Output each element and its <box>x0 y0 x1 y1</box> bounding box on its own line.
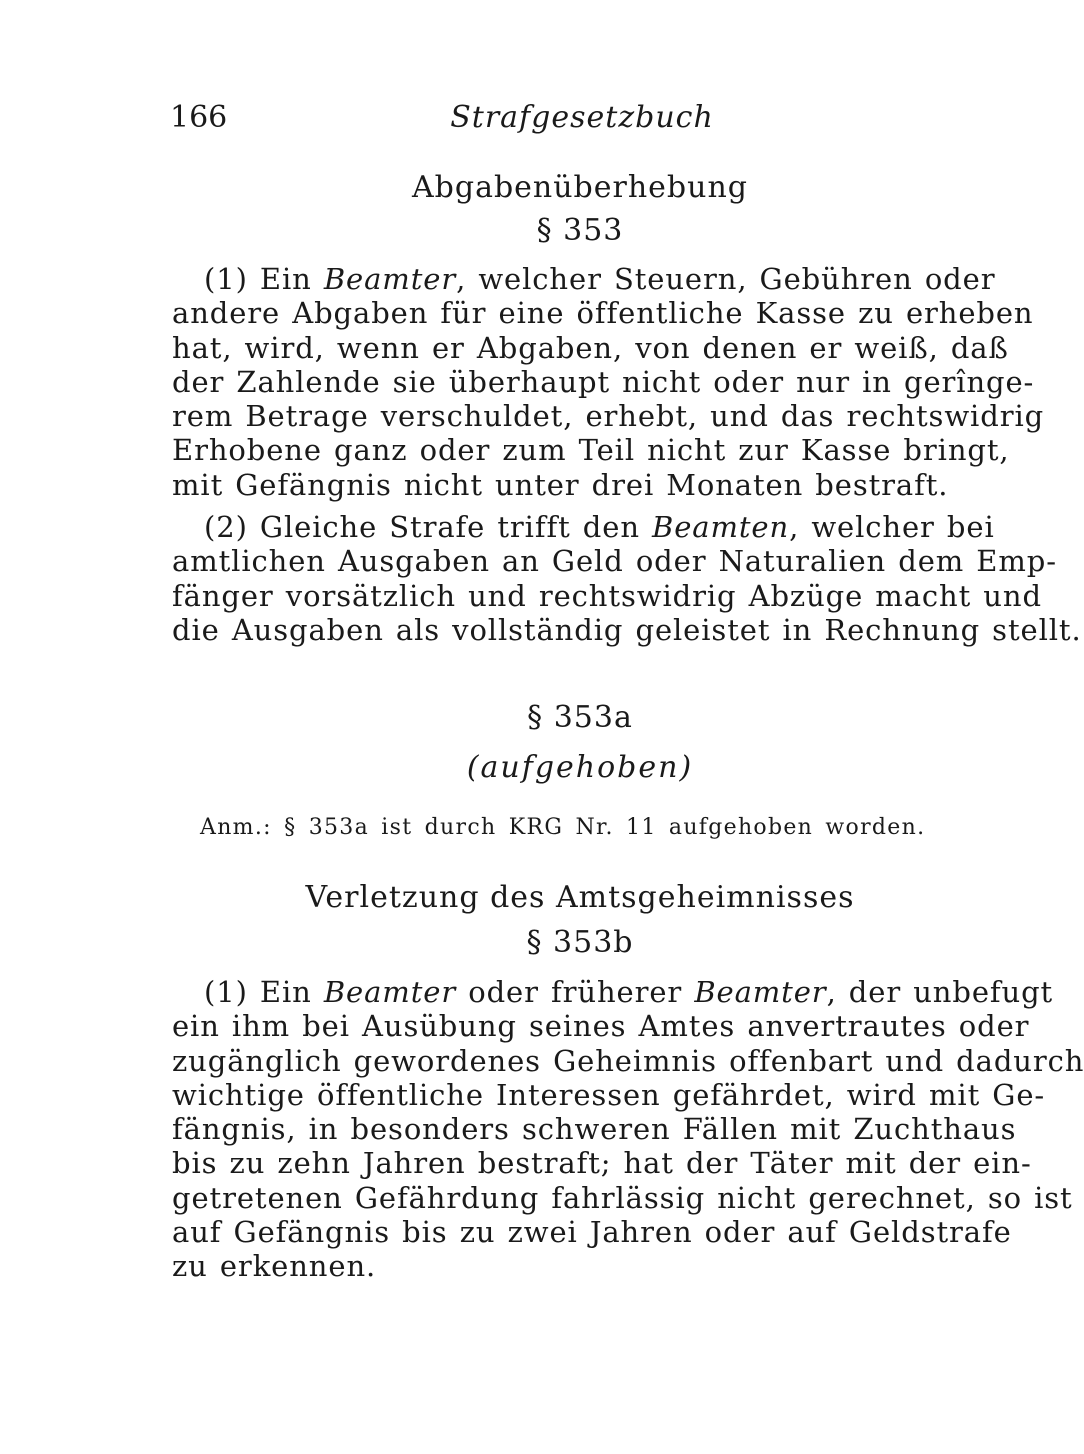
text-line: Erhobene ganz oder zum Teil nicht zur Kasse bringt, <box>172 433 1010 468</box>
text-line: (1) Ein Beamter, welcher Steuern, Gebühren oder <box>204 262 996 296</box>
running-title: Strafgesetzbuch <box>450 100 714 135</box>
emphasis: Beamten <box>652 510 790 544</box>
text-line: ein ihm bei Ausübung seines Amtes anvertrautes oder <box>172 1009 1030 1044</box>
emphasis: Beamter <box>323 262 457 296</box>
text-line: die Ausgaben als vollständig geleistet in Rechnung stellt. <box>172 612 1082 647</box>
text-line: andere Abgaben für eine öffentliche Kasse zu erheben <box>172 296 1034 331</box>
text-line: fängnis, in besonders schweren Fällen mit Zuchthaus <box>172 1112 1017 1147</box>
text-line: zugänglich gewordenes Geheimnis offenbart und dadurch <box>172 1043 1084 1078</box>
text-line: wichtige öffentliche Interessen gefährdet, wird mit Ge- <box>172 1077 1046 1112</box>
text-line: (1) Ein Beamter oder früherer Beamter, der unbefugt <box>204 975 1054 1009</box>
text-line: amtlichen Ausgaben an Geld oder Naturalien dem Emp- <box>172 544 1057 579</box>
section-title-abgabenueberhebung: Abgabenüberhebung <box>412 170 748 205</box>
paragraph-number-353b: § 353b <box>526 925 634 960</box>
paragraph-353-abs2 <box>172 510 1082 647</box>
text-line: rem Betrage verschuldet, erhebt, und das rechtswidrig <box>172 399 1045 434</box>
annotation-note: Anm.: § 353a ist durch KRG Nr. 11 aufgehoben worden. <box>200 815 926 840</box>
status-repealed: (aufgehoben) <box>466 750 694 785</box>
text-line: mit Gefängnis nicht unter drei Monaten bestraft. <box>172 467 949 502</box>
emphasis: Beamter <box>323 975 457 1009</box>
text-line: zu erkennen. <box>172 1249 377 1284</box>
paragraph-353-abs1 <box>172 262 1045 502</box>
paragraph-number-353a: § 353a <box>527 700 633 735</box>
text-line: fänger vorsätzlich und rechtswidrig Abzüge macht und <box>172 578 1042 613</box>
text-line: (2) Gleiche Strafe trifft den Beamten, welcher bei <box>204 510 995 544</box>
section-title-amtsgeheimnis: Verletzung des Amtsgeheimnisses <box>305 880 855 915</box>
paragraph-353b-abs1 <box>172 975 1084 1284</box>
text-line: auf Gefängnis bis zu zwei Jahren oder auf Geldstrafe <box>172 1215 1012 1250</box>
page-number: 166 <box>170 100 228 135</box>
paragraph-number-353: § 353 <box>536 213 624 248</box>
text-line: bis zu zehn Jahren bestraft; hat der Täter mit der ein- <box>172 1146 1032 1181</box>
text-line: der Zahlende sie überhaupt nicht oder nur in gerînge- <box>172 364 1035 399</box>
text-line: hat, wird, wenn er Abgaben, von denen er weiß, daß <box>172 330 1009 365</box>
text-line: getretenen Gefährdung fahrlässig nicht gerechnet, so ist <box>172 1180 1073 1215</box>
emphasis: Beamter <box>694 975 827 1009</box>
